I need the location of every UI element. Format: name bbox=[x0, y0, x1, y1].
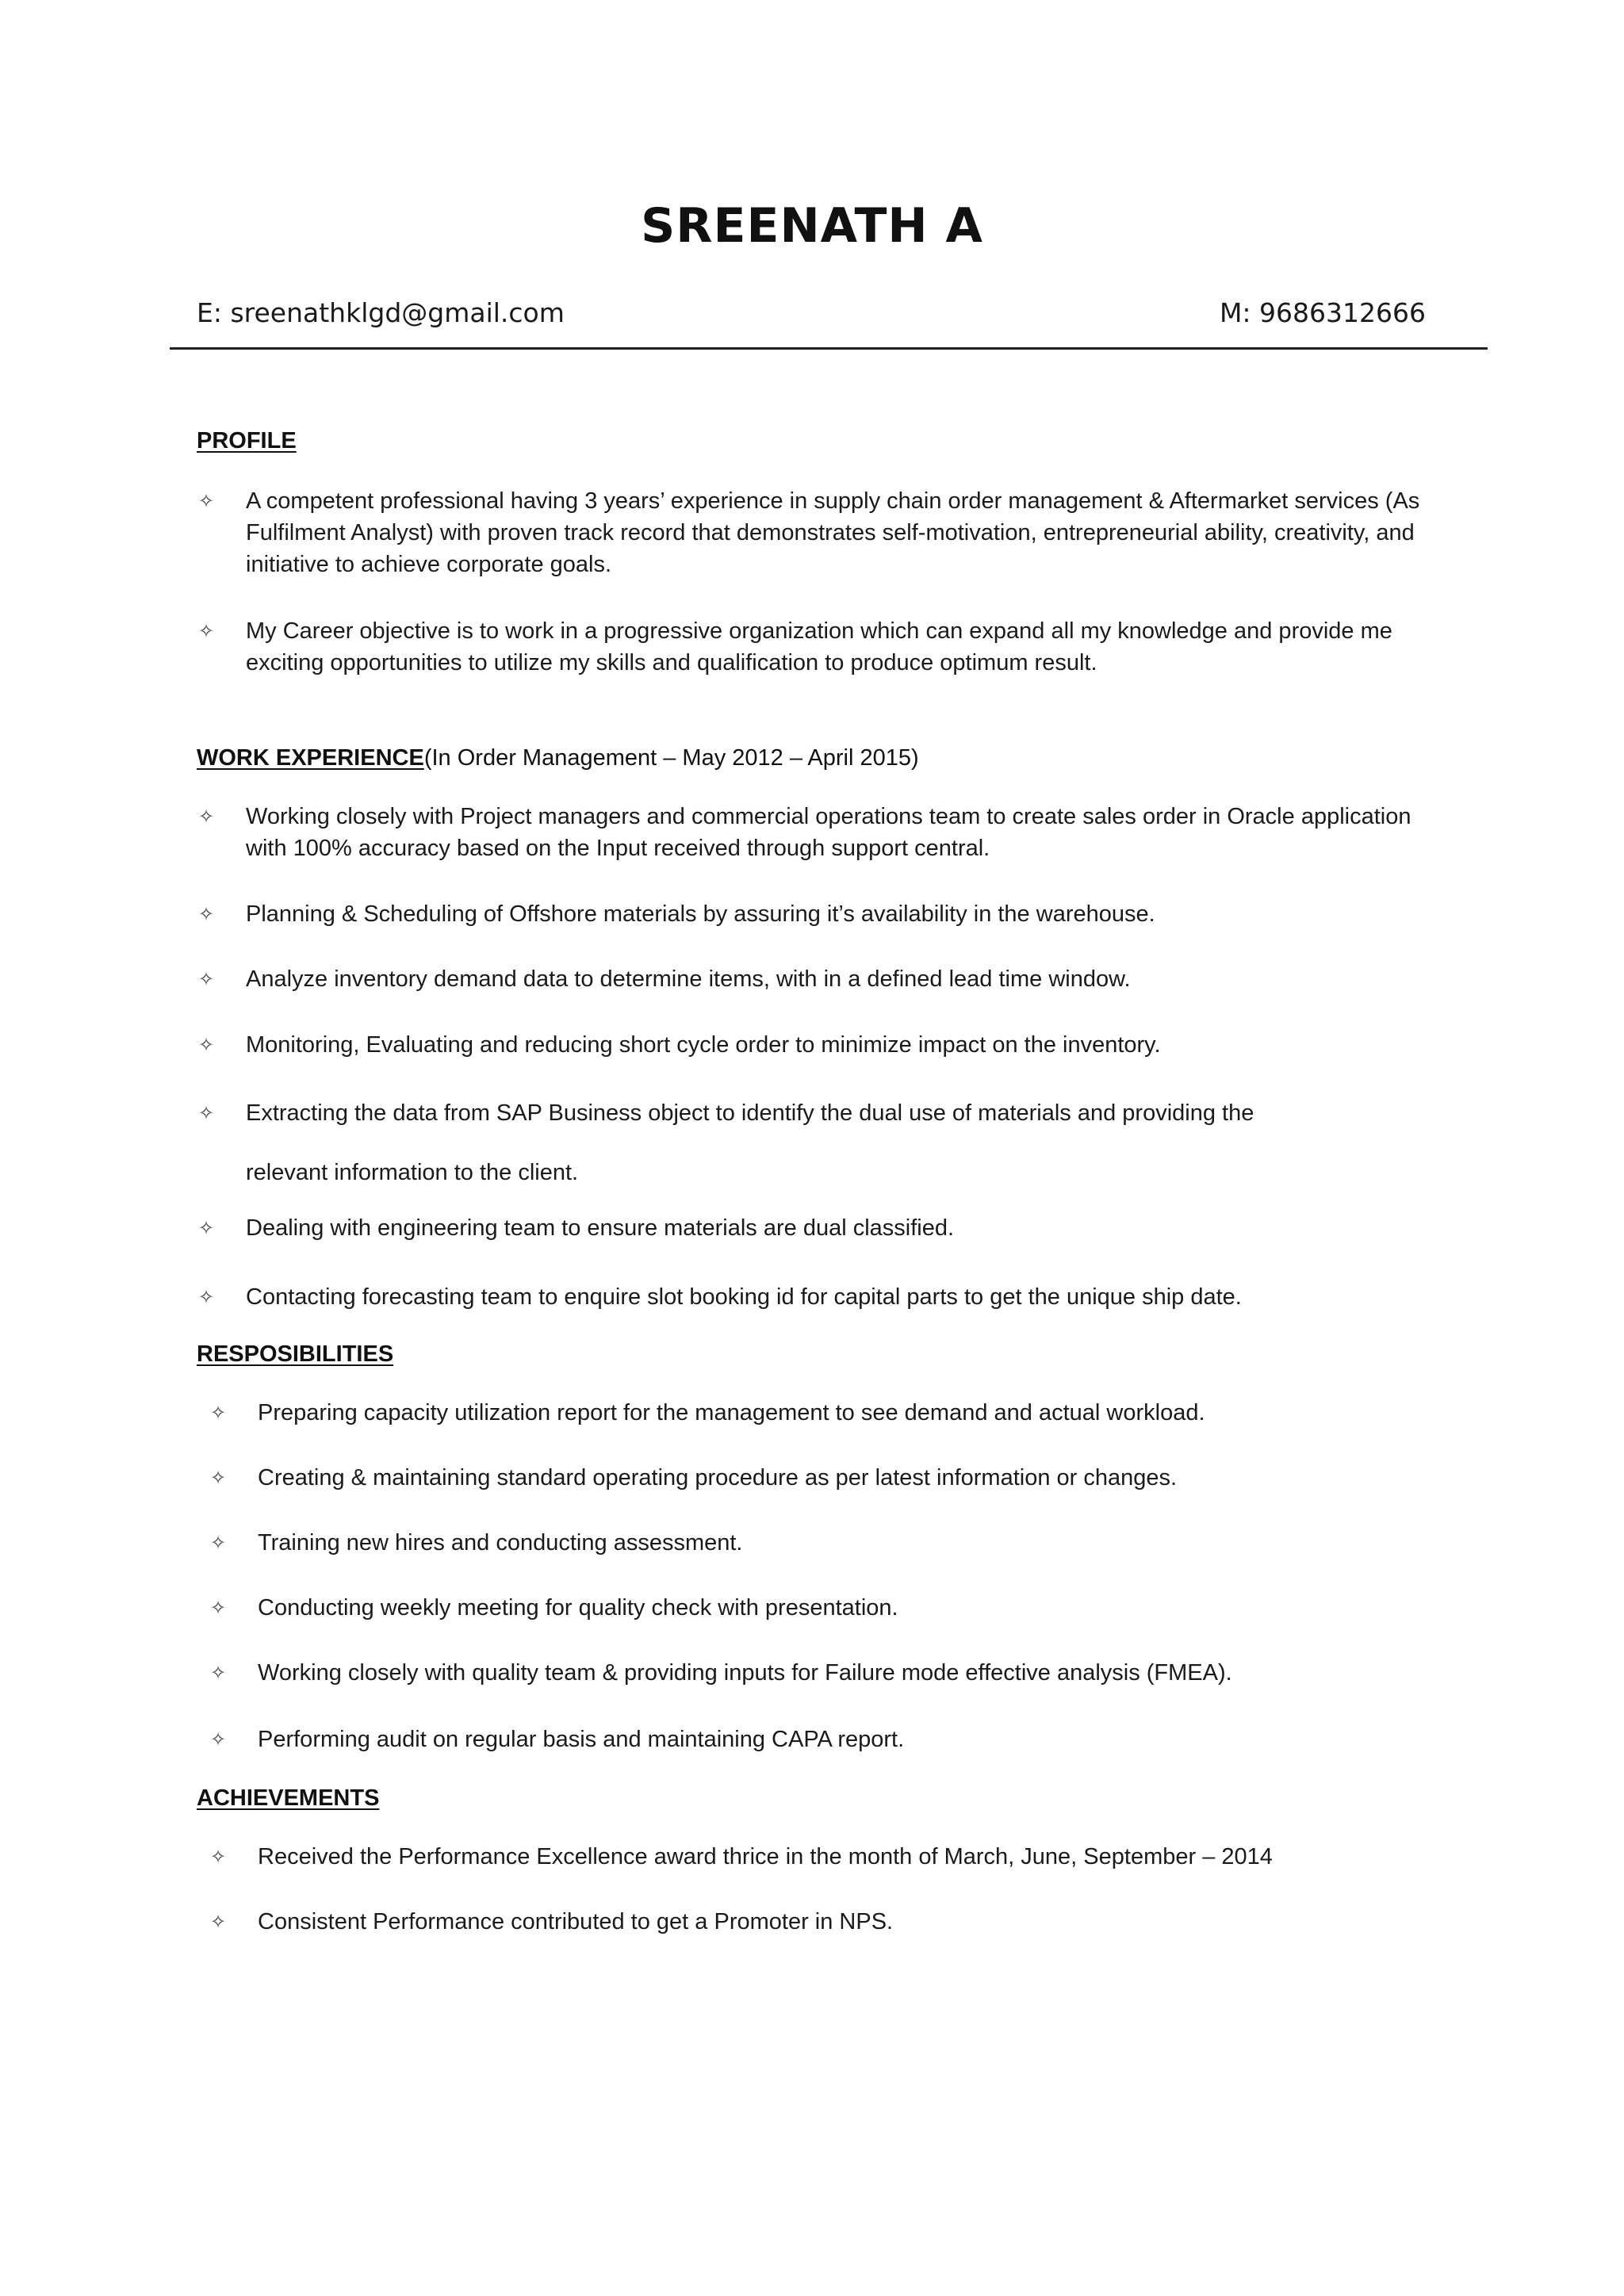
diamond-cross-bullet-icon: ✧ bbox=[198, 806, 215, 828]
diamond-cross-bullet-icon: ✧ bbox=[210, 1662, 227, 1684]
diamond-cross-bullet-icon: ✧ bbox=[210, 1532, 227, 1554]
section-title-profile: PROFILE bbox=[197, 428, 297, 453]
diamond-cross-bullet-icon: ✧ bbox=[198, 1102, 215, 1124]
diamond-cross-bullet-icon: ✧ bbox=[198, 1217, 215, 1239]
list-item: ✧ Extracting the data from SAP Business object to identify the dual use of materials and providing the bbox=[198, 1097, 1546, 1129]
list-item: ✧ Training new hires and conducting assessment. bbox=[210, 1527, 1558, 1559]
diamond-cross-bullet-icon: ✧ bbox=[210, 1467, 227, 1489]
diamond-cross-bullet-icon: ✧ bbox=[198, 1286, 215, 1308]
diamond-cross-bullet-icon: ✧ bbox=[198, 903, 215, 925]
list-item: ✧ My Career objective is to work in a progressive organization which can expand all my knowledge and provide me exciting opportunities to utilize my skills and qualification to produce optimum result. bbox=[198, 615, 1435, 679]
list-item-continuation: relevant information to the client. bbox=[246, 1160, 579, 1185]
diamond-cross-bullet-icon: ✧ bbox=[198, 620, 215, 642]
list-item: ✧ Received the Performance Excellence award thrice in the month of March, June, September – 2014 bbox=[210, 1841, 1558, 1873]
list-item: ✧ Contacting forecasting team to enquire slot booking id for capital parts to get the unique ship date. bbox=[198, 1281, 1546, 1313]
list-item: ✧ Analyze inventory demand data to determine items, with in a defined lead time window. bbox=[198, 963, 1546, 995]
list-item: ✧ Preparing capacity utilization report for the management to see demand and actual workload. bbox=[210, 1397, 1558, 1429]
contact-line bbox=[197, 297, 1426, 337]
diamond-cross-bullet-icon: ✧ bbox=[198, 490, 215, 512]
list-item: ✧ Consistent Performance contributed to get a Promoter in NPS. bbox=[210, 1906, 1558, 1938]
section-title-responsibilities: RESPOSIBILITIES bbox=[197, 1341, 394, 1367]
list-item: ✧ Planning & Scheduling of Offshore materials by assuring it’s availability in the warehouse. bbox=[198, 898, 1546, 930]
email-text: E: sreenathklgd@gmail.com bbox=[197, 297, 565, 328]
work-experience-subtitle: (In Order Management – May 2012 – April 2015) bbox=[423, 745, 919, 771]
list-item: ✧ Conducting weekly meeting for quality check with presentation. bbox=[210, 1592, 1558, 1624]
work-experience-title: WORK EXPERIENCE bbox=[197, 745, 424, 771]
section-title-achievements: ACHIEVEMENTS bbox=[197, 1785, 380, 1811]
list-item: ✧ Performing audit on regular basis and maintaining CAPA report. bbox=[210, 1724, 1558, 1755]
diamond-cross-bullet-icon: ✧ bbox=[210, 1846, 227, 1868]
list-item: ✧ Dealing with engineering team to ensure materials are dual classified. bbox=[198, 1212, 1546, 1244]
list-item: ✧ Working closely with quality team & providing inputs for Failure mode effective analysis (FMEA). bbox=[210, 1657, 1558, 1689]
phone-text: M: 9686312666 bbox=[1219, 297, 1426, 328]
list-item: ✧ Monitoring, Evaluating and reducing short cycle order to minimize impact on the inventory. bbox=[198, 1029, 1546, 1061]
list-item: ✧ Creating & maintaining standard operating procedure as per latest information or changes. bbox=[210, 1462, 1558, 1494]
header-divider bbox=[170, 347, 1488, 350]
diamond-cross-bullet-icon: ✧ bbox=[210, 1402, 227, 1424]
diamond-cross-bullet-icon: ✧ bbox=[210, 1597, 227, 1619]
diamond-cross-bullet-icon: ✧ bbox=[210, 1911, 227, 1933]
diamond-cross-bullet-icon: ✧ bbox=[210, 1728, 227, 1751]
candidate-name: SREENATH A bbox=[641, 198, 983, 254]
list-item: ✧ Working closely with Project managers and commercial operations team to create sales order in Oracle application with 100% accuracy based on the Input received through support central. bbox=[198, 801, 1435, 864]
diamond-cross-bullet-icon: ✧ bbox=[198, 1034, 215, 1056]
diamond-cross-bullet-icon: ✧ bbox=[198, 968, 215, 990]
section-title-work-experience bbox=[197, 745, 919, 771]
list-item: ✧ A competent professional having 3 years’ experience in supply chain order management & Aftermarket services (As Fulfilment Analyst) with proven track record that demonstrates self-motivation, entrepreneurial ability, creativity, and initiative to achieve corporate goals. bbox=[198, 485, 1435, 580]
